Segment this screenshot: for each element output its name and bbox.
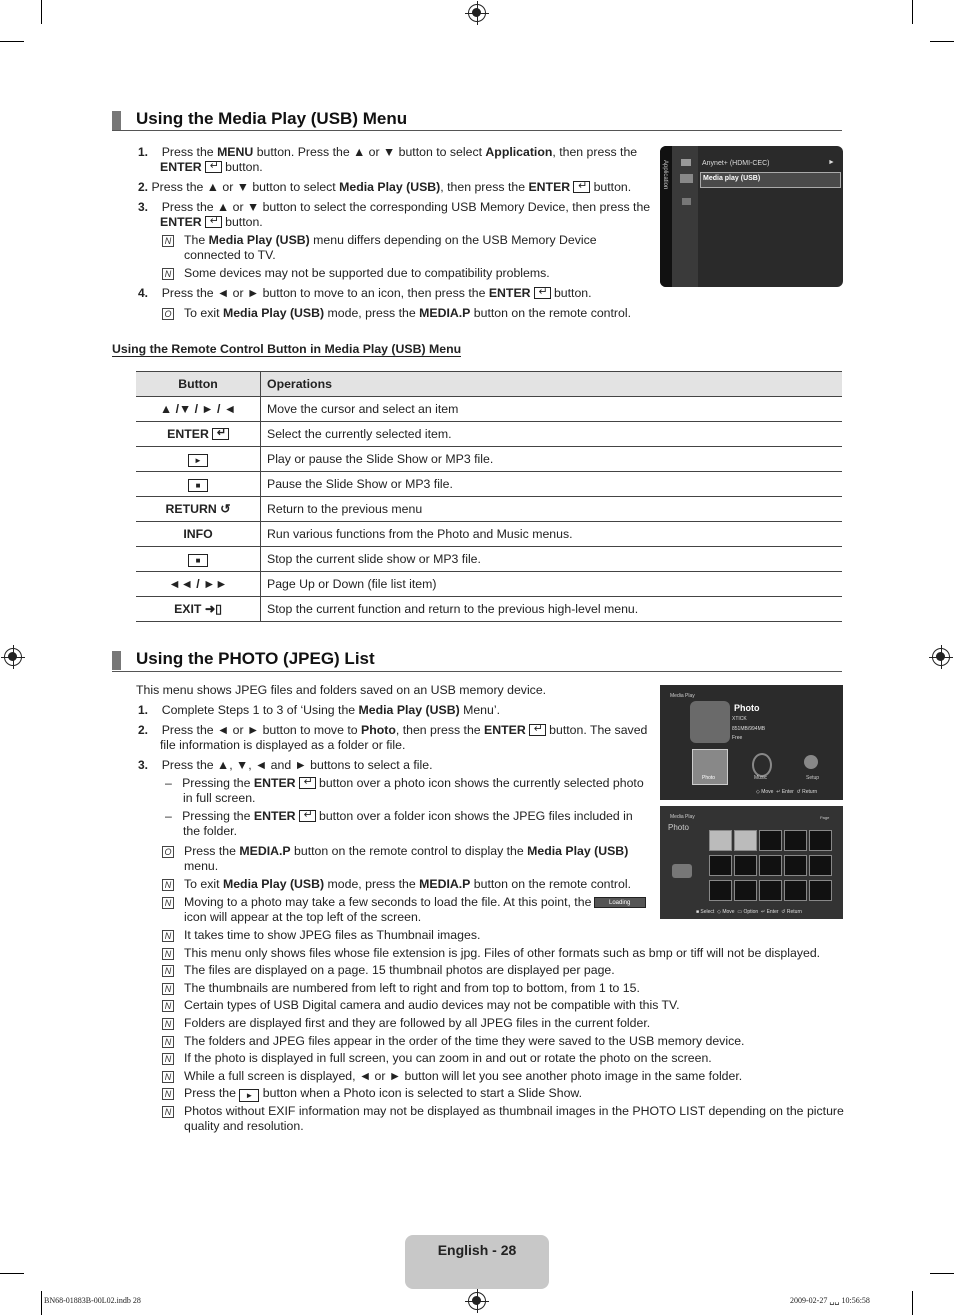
loading-badge: Loading [594,897,646,908]
side-label: Application [662,160,668,190]
table-row: ► Play or pause the Slide Show or MP3 file. [136,447,842,472]
step-1: 1. Press the MENU button. Press the ▲ or ▼ button to select Application, then press the ENTER↵ button. [138,145,648,175]
note: The folders and JPEG files appear in the order of the time they were saved to the USB memory device. [184,1033,745,1048]
menu-item-media-play[interactable]: Media play (USB) [703,175,761,182]
folder-thumbnail[interactable] [709,830,732,851]
subheading: Using the Remote Control Button in Media Play (USB) Menu [112,342,462,356]
note: The Media Play (USB) menu differs depending on the USB Memory Device connected to TV. [184,233,597,262]
note-icon: N [162,268,174,280]
note: It takes time to show JPEG files as Thumbnail images. [184,928,481,942]
photo-thumbnail[interactable] [759,855,782,876]
enter-icon [205,216,222,228]
intro-text: This menu shows JPEG files and folders saved on an USB memory device. [136,683,547,697]
note: Folders are displayed first and they are followed by all JPEG files in the current folder. [184,1016,651,1030]
note: To exit Media Play (USB) mode, press the MEDIA.P button on the remote control. [184,306,632,320]
note: While a full screen is displayed, ◄ or ► button will let you see another photo image in the same folder. [184,1068,743,1083]
table-row: ■ Pause the Slide Show or MP3 file. [136,472,842,497]
play-icon: ► [188,454,208,467]
remote-button-table [136,371,842,622]
heading-bar [112,111,121,130]
note: Some devices may not be supported due to compatibility problems. [184,266,550,280]
anynet-icon [681,159,691,166]
photo-thumbnail[interactable] [734,880,757,901]
note-icon: N [162,1036,174,1048]
enter-icon [212,428,229,440]
file-name: BN68-01883B-00L02.indb 28 [44,1296,141,1305]
enter-icon [205,161,222,173]
nav-hints: ◇ Move ↵ Enter ↺ Return [756,789,818,795]
table-row: INFO Run various functions from the Photo and Music menus. [136,522,842,547]
folder-thumbnail[interactable] [734,830,757,851]
music-icon[interactable] [752,753,772,777]
note: The thumbnails are numbered from left to right and from top to bottom, from 1 to 15. [184,980,640,995]
media-play-icon [680,174,693,183]
heading-rule [112,130,842,131]
crop-mark [930,1273,954,1274]
note-icon: N [162,1018,174,1030]
note-icon: N [162,930,174,942]
photo-thumbnail[interactable] [809,830,832,851]
print-date: 2009-02-27 ␣␣ 10:56:58 [790,1296,870,1305]
photo-thumbnail[interactable] [784,830,807,851]
note: Certain types of USB Digital camera and audio devices may not be compatible with this TV. [184,998,680,1013]
enter-icon [534,287,551,299]
nav-hints: ■ Select ◇ Move ▭ Option ↵ Enter ↺ Return [696,909,802,915]
crop-mark [912,0,913,24]
registration-mark [4,648,22,666]
note-icon: N [162,983,174,995]
photo-thumbnail[interactable] [784,855,807,876]
page-number: English - 28 [437,1242,517,1258]
note-icon: N [162,948,174,960]
note-icon: N [162,965,174,977]
note: Press the ► button when a Photo icon is selected to start a Slide Show. [184,1086,583,1100]
note: This menu only shows files whose file extension is jpg. Files of other formats such as bmp or tiff will not be displayed. [184,945,821,960]
settings-icon [682,198,691,205]
note: The files are displayed on a page. 15 thumbnail photos are displayed per page. [184,963,615,978]
photo-thumbnail[interactable] [784,880,807,901]
registration-mark [468,1292,486,1310]
crop-mark [41,0,42,24]
setup-icon[interactable] [804,755,818,769]
photo-thumbnail[interactable] [759,880,782,901]
note-icon: N [162,1053,174,1065]
enter-icon [529,724,546,736]
step-3: 3. Press the ▲, ▼, ◄ and ► buttons to select a file. [138,758,433,772]
remote-note-icon: O [162,308,174,320]
photo-thumbnail[interactable] [759,830,782,851]
table-row: EXIT ➜▯ Stop the current function and return to the previous high-level menu. [136,597,842,622]
note: Photos without EXIF information may not be displayed as thumbnail images in the PHOTO LIST depending on the picture quality and resolution. [184,1104,844,1133]
enter-icon [299,810,316,822]
dash-item: – Pressing the ENTER↵ button over a photo icon shows the currently selected photo in full screen. [165,776,655,806]
play-icon: ► [239,1089,259,1102]
tv-screen-media-play: Media Play Photo XTICK 851MB/994MB Free Photo Music Setup ◇ Move ↵ Enter ↺ Return [660,685,843,800]
arrow-right-icon: ► [828,159,835,166]
enter-icon [573,181,590,193]
section-title: Using the PHOTO (JPEG) List [136,649,375,668]
exit-icon: ➜▯ [204,602,222,616]
note-icon: N [162,235,174,247]
table-row: ■ Stop the current slide show or MP3 file. [136,547,842,572]
heading-bar [112,651,121,670]
note: To exit Media Play (USB) mode, press the MEDIA.P button on the remote control. [184,877,632,891]
tv-screen-application [660,146,843,287]
table-row: ◄◄ / ►► Page Up or Down (file list item) [136,572,842,597]
remote-note-icon: O [162,846,174,858]
screen-label: Media Play [670,693,695,699]
table-row: ▲ /▼ / ► / ◄ Move the cursor and select an item [136,397,842,422]
table-row: RETURN ↺ Return to the previous menu [136,497,842,522]
note-icon: N [162,879,174,891]
crop-mark [0,41,24,42]
photo-thumbnail[interactable] [734,855,757,876]
photo-thumbnail[interactable] [809,880,832,901]
step-4: 4. Press the ◄ or ► button to move to an icon, then press the ENTER↵ button. [138,286,658,301]
note-icon: N [162,1000,174,1012]
note: Moving to a photo may take a few seconds to load the file. At this point, the icon will appear at the top left of the screen. [184,895,592,924]
note: Press the MEDIA.P button on the remote control to display the Media Play (USB) menu. [184,844,629,873]
screen-title: Photo [734,703,760,713]
crop-mark [912,1291,913,1315]
section-title: Using the Media Play (USB) Menu [136,109,408,128]
crop-mark [41,1291,42,1315]
note-icon: N [162,897,174,909]
note-icon: N [162,1106,174,1118]
step-3: 3. Press the ▲ or ▼ button to select the corresponding USB Memory Device, then press the ENTER↵ button. [138,200,658,230]
pause-icon: ■ [188,479,208,492]
table-header: Button [136,372,261,397]
photo-thumbnail[interactable] [709,855,732,876]
registration-mark [468,4,486,22]
table-header: Operations [261,372,843,397]
table-row: ENTER↵ Select the currently selected item. [136,422,842,447]
crop-mark [930,41,954,42]
camera-icon [672,864,692,878]
note-icon: N [162,1088,174,1100]
enter-icon [299,777,316,789]
menu-item-anynet[interactable]: Anynet+ (HDMI-CEC) [702,160,770,167]
dash-item: – Pressing the ENTER↵ button over a folder icon shows the JPEG files included in the folder. [165,809,655,839]
tv-screen-photo-list: Media Play Page Photo ■ Select ◇ Move ▭ Option ↵ Enter ↺ Return [660,806,843,919]
stop-icon: ■ [188,554,208,567]
step-2: 2. Press the ▲ or ▼ button to select Media Play (USB), then press the ENTER↵ button. [138,180,658,195]
step-2: 2. Press the ◄ or ► button to move to Photo, then press the ENTER↵ button. The saved file information is displayed as a folder or file. [138,723,648,753]
note: If the photo is displayed in full screen, you can zoom in and out or rotate the photo on the screen. [184,1051,712,1066]
note-icon: N [162,1071,174,1083]
photo-thumbnail[interactable] [709,880,732,901]
crop-mark [0,1273,24,1274]
heading-rule [112,671,842,672]
registration-mark [932,648,950,666]
camera-image [690,701,730,743]
photo-thumbnail[interactable] [809,855,832,876]
step-1: 1. Complete Steps 1 to 3 of ‘Using the Media Play (USB) Menu’. [138,703,501,717]
